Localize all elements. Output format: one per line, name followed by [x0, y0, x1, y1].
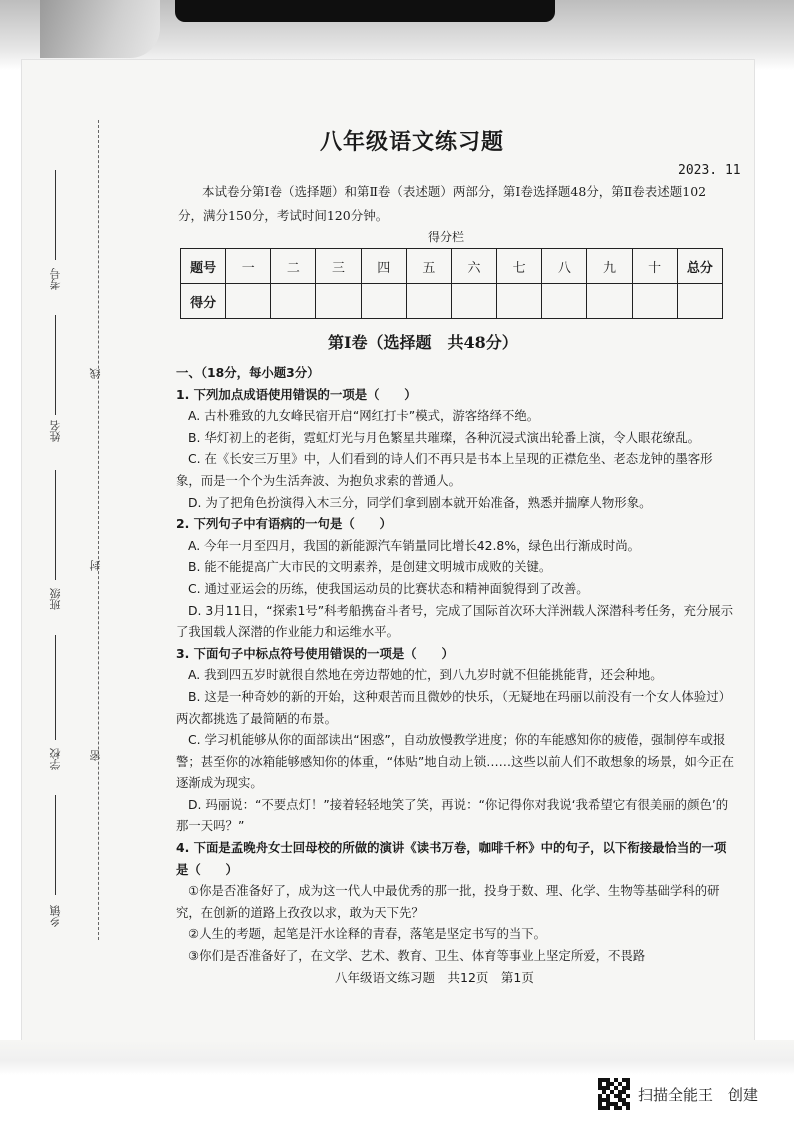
question-2-option-a: A. 今年一月至四月，我国的新能源汽车销量同比增长42.8%，绿色出行渐成时尚。 — [188, 537, 640, 553]
question-2-option-d: D. 3月11日，“探索1号”科考船携奋斗者号，完成了国际首次环大洋洲载人深潜科考任务，充分展示了我国载人深潜的作业能力和运维水平。 — [176, 602, 734, 640]
col-8: 八 — [542, 249, 587, 284]
question-2-option-c: C. 通过亚运会的历练，使我国运动员的比赛状态和精神面貌得到了改善。 — [188, 580, 589, 596]
question-4-item-1: ①你是否准备好了，成为这一代人中最优秀的那一批，投身于数、理、化学、生物等基础学科的研究，在创新的道路上孜孜以求，敢为天下先？ — [176, 883, 720, 920]
part-one-title: 第Ⅰ卷（选择题 共48分） — [328, 333, 518, 352]
question-3-option-b: B. 这是一种奇妙的新的开始，这种艰苦而且微妙的快乐，（无疑地在玛丽以前没有一个女人体验过）两次都挑选了最简陋的布景。 — [176, 688, 731, 726]
score-table-header-row — [181, 249, 723, 284]
score-table-score-row — [181, 284, 723, 319]
score-cell — [361, 284, 406, 319]
col-total: 总分 — [677, 249, 722, 284]
question-2-option-b: B. 能不能提高广大市民的文明素养，是创建文明城市成败的关键。 — [188, 559, 552, 575]
col-6: 六 — [451, 249, 496, 284]
question-4-item-2: ②人生的考题，起笔是汗水诠释的青春，落笔是坚定书写的当下。 — [188, 926, 547, 942]
score-cell-total — [677, 284, 722, 319]
watermark-text: 扫描全能王 创建 — [638, 1085, 759, 1104]
score-table — [180, 248, 723, 319]
col-2: 二 — [271, 249, 316, 284]
col-10: 十 — [632, 249, 677, 284]
school-label: 学校 — [49, 748, 62, 770]
score-cell — [542, 284, 587, 319]
exam-number-label: 考号 — [49, 268, 62, 290]
col-9: 九 — [587, 249, 632, 284]
township-label: 乡镇 — [49, 905, 62, 927]
question-1-option-a: A. 古朴雅致的九女峰民宿开启“网红打卡”模式，游客络绎不绝。 — [188, 408, 540, 424]
question-1: 1. 下列加点成语使用错误的一项是（ ） — [176, 386, 417, 402]
question-3-option-c: C. 学习机能够从你的面部读出“困惑”，自动放慢教学进度；你的车能感知你的疲倦，强制停车或报警；甚至你的冰箱能够感知你的体重，“体贴”地自动上锁……这些以前人们不敢想象的场景，如今正在逐渐成为现实。 — [176, 732, 735, 791]
questions — [176, 362, 736, 967]
score-cell — [587, 284, 632, 319]
page-title: 八年级语文练习题 — [320, 130, 505, 155]
binding-seal-mark: 封 — [89, 560, 102, 571]
score-cell — [316, 284, 361, 319]
photo-background-bottom — [0, 1040, 794, 1075]
class-label: 班级 — [49, 588, 62, 610]
score-cell — [497, 284, 542, 319]
page-footer: 八年级语文练习题 共12页 第1页 — [335, 970, 534, 985]
question-2: 2. 下列句子中有语病的一句是（ ） — [176, 516, 392, 532]
col-5: 五 — [406, 249, 451, 284]
binder-clip-shadow — [40, 0, 160, 58]
binding-dashed-line — [98, 120, 99, 940]
score-table-caption: 得分栏 — [428, 230, 465, 244]
col-1: 一 — [226, 249, 271, 284]
question-3: 3. 下面句子中标点符号使用错误的一项是（ ） — [176, 645, 454, 661]
question-4-item-3: ③你们是否准备好了，在文学、艺术、教育、卫生、体育等事业上坚定所爱，不畏路 — [188, 948, 646, 964]
section-heading: 一、（18分，每小题3分） — [176, 365, 320, 380]
question-1-option-b: B. 华灯初上的老街，霓虹灯光与月色繁星共璀璨，各种沉浸式演出轮番上演，令人眼花缭乱。 — [188, 429, 701, 445]
score-cell — [271, 284, 316, 319]
binder-clip — [175, 0, 555, 22]
name-blank — [55, 315, 56, 415]
score-cell — [451, 284, 496, 319]
township-blank — [55, 795, 56, 895]
col-7: 七 — [497, 249, 542, 284]
question-1-option-c: C. 在《长安三万里》中，人们看到的诗人们不再只是书本上呈现的正襟危坐、老态龙钟的墨客形象，而是一个个为生活奔波、为抱负求索的普通人。 — [176, 451, 713, 488]
exam-date: 2023. 11 — [678, 163, 741, 178]
col-4: 四 — [361, 249, 406, 284]
score-cell — [632, 284, 677, 319]
binding-close-mark: 密 — [89, 750, 102, 761]
exam-number-blank — [55, 170, 56, 260]
exam-instructions: 本试卷分第Ⅰ卷（选择题）和第Ⅱ卷（表述题）两部分，第Ⅰ卷选择题48分，第Ⅱ卷表述题102分，满分150分，考试时间120分钟。 — [178, 184, 707, 223]
question-1-option-d: D. 为了把角色扮演得入木三分，同学们拿到剧本就开始准备，熟悉并揣摩人物形象。 — [188, 494, 652, 510]
col-3: 三 — [316, 249, 361, 284]
question-4: 4. 下面是孟晚舟女士回母校的所做的演讲《读书万卷，咖啡千杯》中的句子，以下衔接最恰当的一项是（ ） — [176, 840, 727, 877]
school-blank — [55, 635, 56, 740]
score-cell — [226, 284, 271, 319]
score-cell — [406, 284, 451, 319]
name-label: 姓名 — [49, 420, 62, 442]
question-3-option-a: A. 我到四五岁时就很自然地在旁边帮她的忙，到八九岁时就不但能挑能背，还会种地。 — [188, 667, 663, 683]
class-blank — [55, 470, 56, 580]
qr-code-icon — [598, 1078, 630, 1110]
question-number-label: 题号 — [181, 249, 226, 284]
binding-line-mark: 线 — [89, 368, 102, 379]
scanner-watermark — [598, 1078, 758, 1110]
score-label: 得分 — [181, 284, 226, 319]
question-3-option-d: D. 玛丽说：“不要点灯！”接着轻轻地笑了笑，再说：“你记得你对我说‘我希望它有很美丽的颜色’的那一天吗？” — [176, 796, 729, 834]
